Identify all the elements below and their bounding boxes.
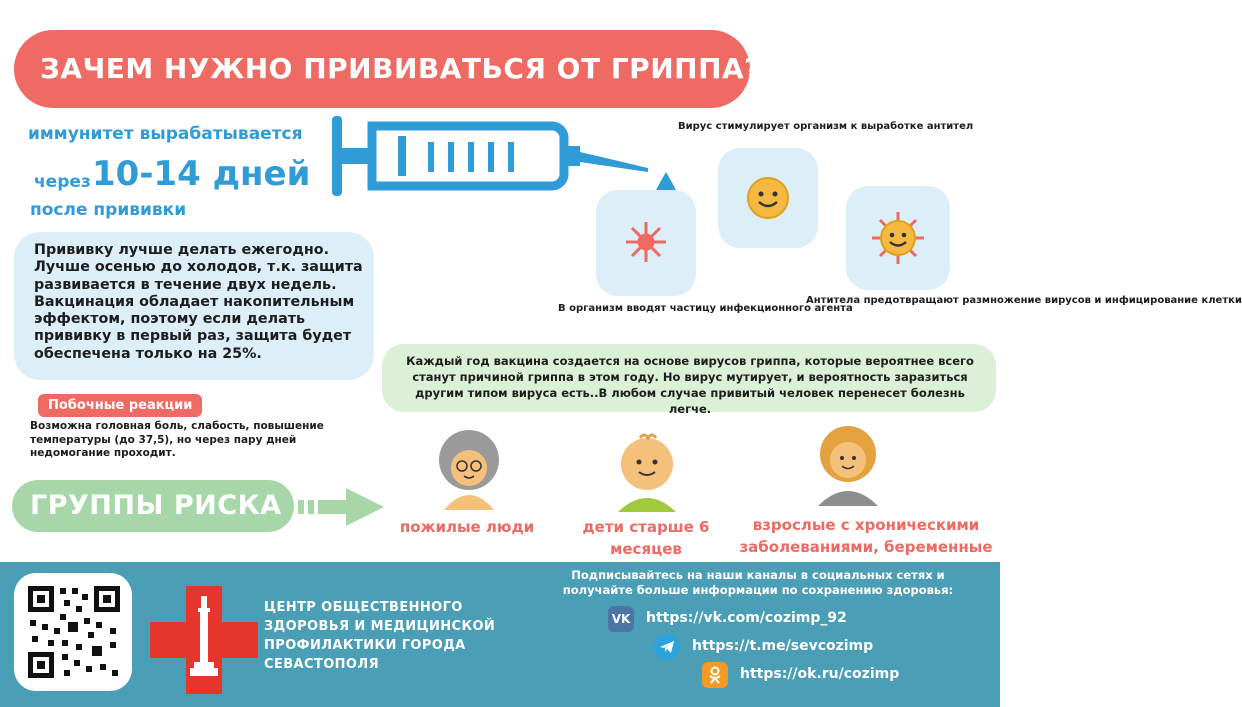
telegram-link[interactable]: https://t.me/sevcozimp — [692, 638, 874, 654]
virus-step-3: Антитела предотвращают размножение вирусов и инфицирование клетки — [806, 295, 1242, 306]
vk-icon[interactable]: VK — [608, 606, 634, 632]
risk-group-2: дети старше 6 месяцев — [582, 518, 710, 558]
subscribe-text: Подписывайтесь на наши каналы в социальных сетях и получайте больше информации по сохранению здоровья: — [562, 568, 954, 597]
antibody-cell-icon — [870, 210, 926, 266]
adult-woman-icon — [808, 420, 888, 506]
center-logo-icon — [150, 586, 258, 694]
vaccine-info-text: Каждый год вакцина создается на основе вирусов гриппа, которые вероятнее всего станут причиной гриппа в этом году. Но вирус мутирует, и вероятность заразиться другим типом вируса есть..В любом случае привитый человек перенесет болезнь легче. — [406, 354, 974, 416]
immunity-days: 10-14 дней — [92, 154, 311, 194]
immunity-line-3: после прививки — [30, 200, 187, 220]
risk-group-1: пожилые люди — [399, 518, 535, 536]
side-effects-text: Возможна головная боль, слабость, повышение температуры (до 37,5), но через пару дней недомогание проходит. — [30, 420, 324, 459]
page-title: ЗАЧЕМ НУЖНО ПРИВИВАТЬСЯ ОТ ГРИППА? — [40, 52, 761, 85]
immunity-line-1: иммунитет вырабатывается — [28, 124, 303, 144]
odnoklassniki-link[interactable]: https://ok.ru/cozimp — [740, 666, 900, 682]
risk-group-3: взрослые с хроническими заболеваниями, беременные — [739, 516, 993, 556]
side-effects-label: Побочные реакции — [38, 394, 202, 417]
smiling-cell-icon — [744, 174, 792, 222]
virus-particle-icon — [622, 218, 670, 266]
virus-step-1: В организм вводят частицу инфекционного агента — [558, 303, 853, 314]
telegram-icon[interactable] — [654, 634, 680, 660]
virus-step-2: Вирус стимулирует организм к выработке антител — [678, 121, 974, 132]
risk-groups-title: ГРУППЫ РИСКА — [30, 490, 282, 521]
odnoklassniki-icon[interactable] — [702, 662, 728, 688]
vk-link[interactable]: https://vk.com/cozimp_92 — [646, 610, 847, 626]
elderly-person-icon — [426, 424, 512, 510]
child-icon — [604, 426, 690, 512]
organization-name: ЦЕНТР ОБЩЕСТВЕННОГО ЗДОРОВЬЯ И МЕДИЦИНСКОЙ ПРОФИЛАКТИКИ ГОРОДА СЕВАСТОПОЛЯ — [264, 600, 496, 672]
immunity-prefix: через — [34, 172, 91, 192]
info-text: Прививку лучше делать ежегодно. Лучше осенью до холодов, т.к. защита развивается в течение двух недель. Вакцинация обладает накопительным эффектом, поэтому если делать прививку в первый раз, защита будет обеспечена только на 25%. — [34, 242, 363, 362]
arrow-right-icon — [296, 484, 388, 530]
qr-code-icon[interactable] — [26, 584, 122, 680]
